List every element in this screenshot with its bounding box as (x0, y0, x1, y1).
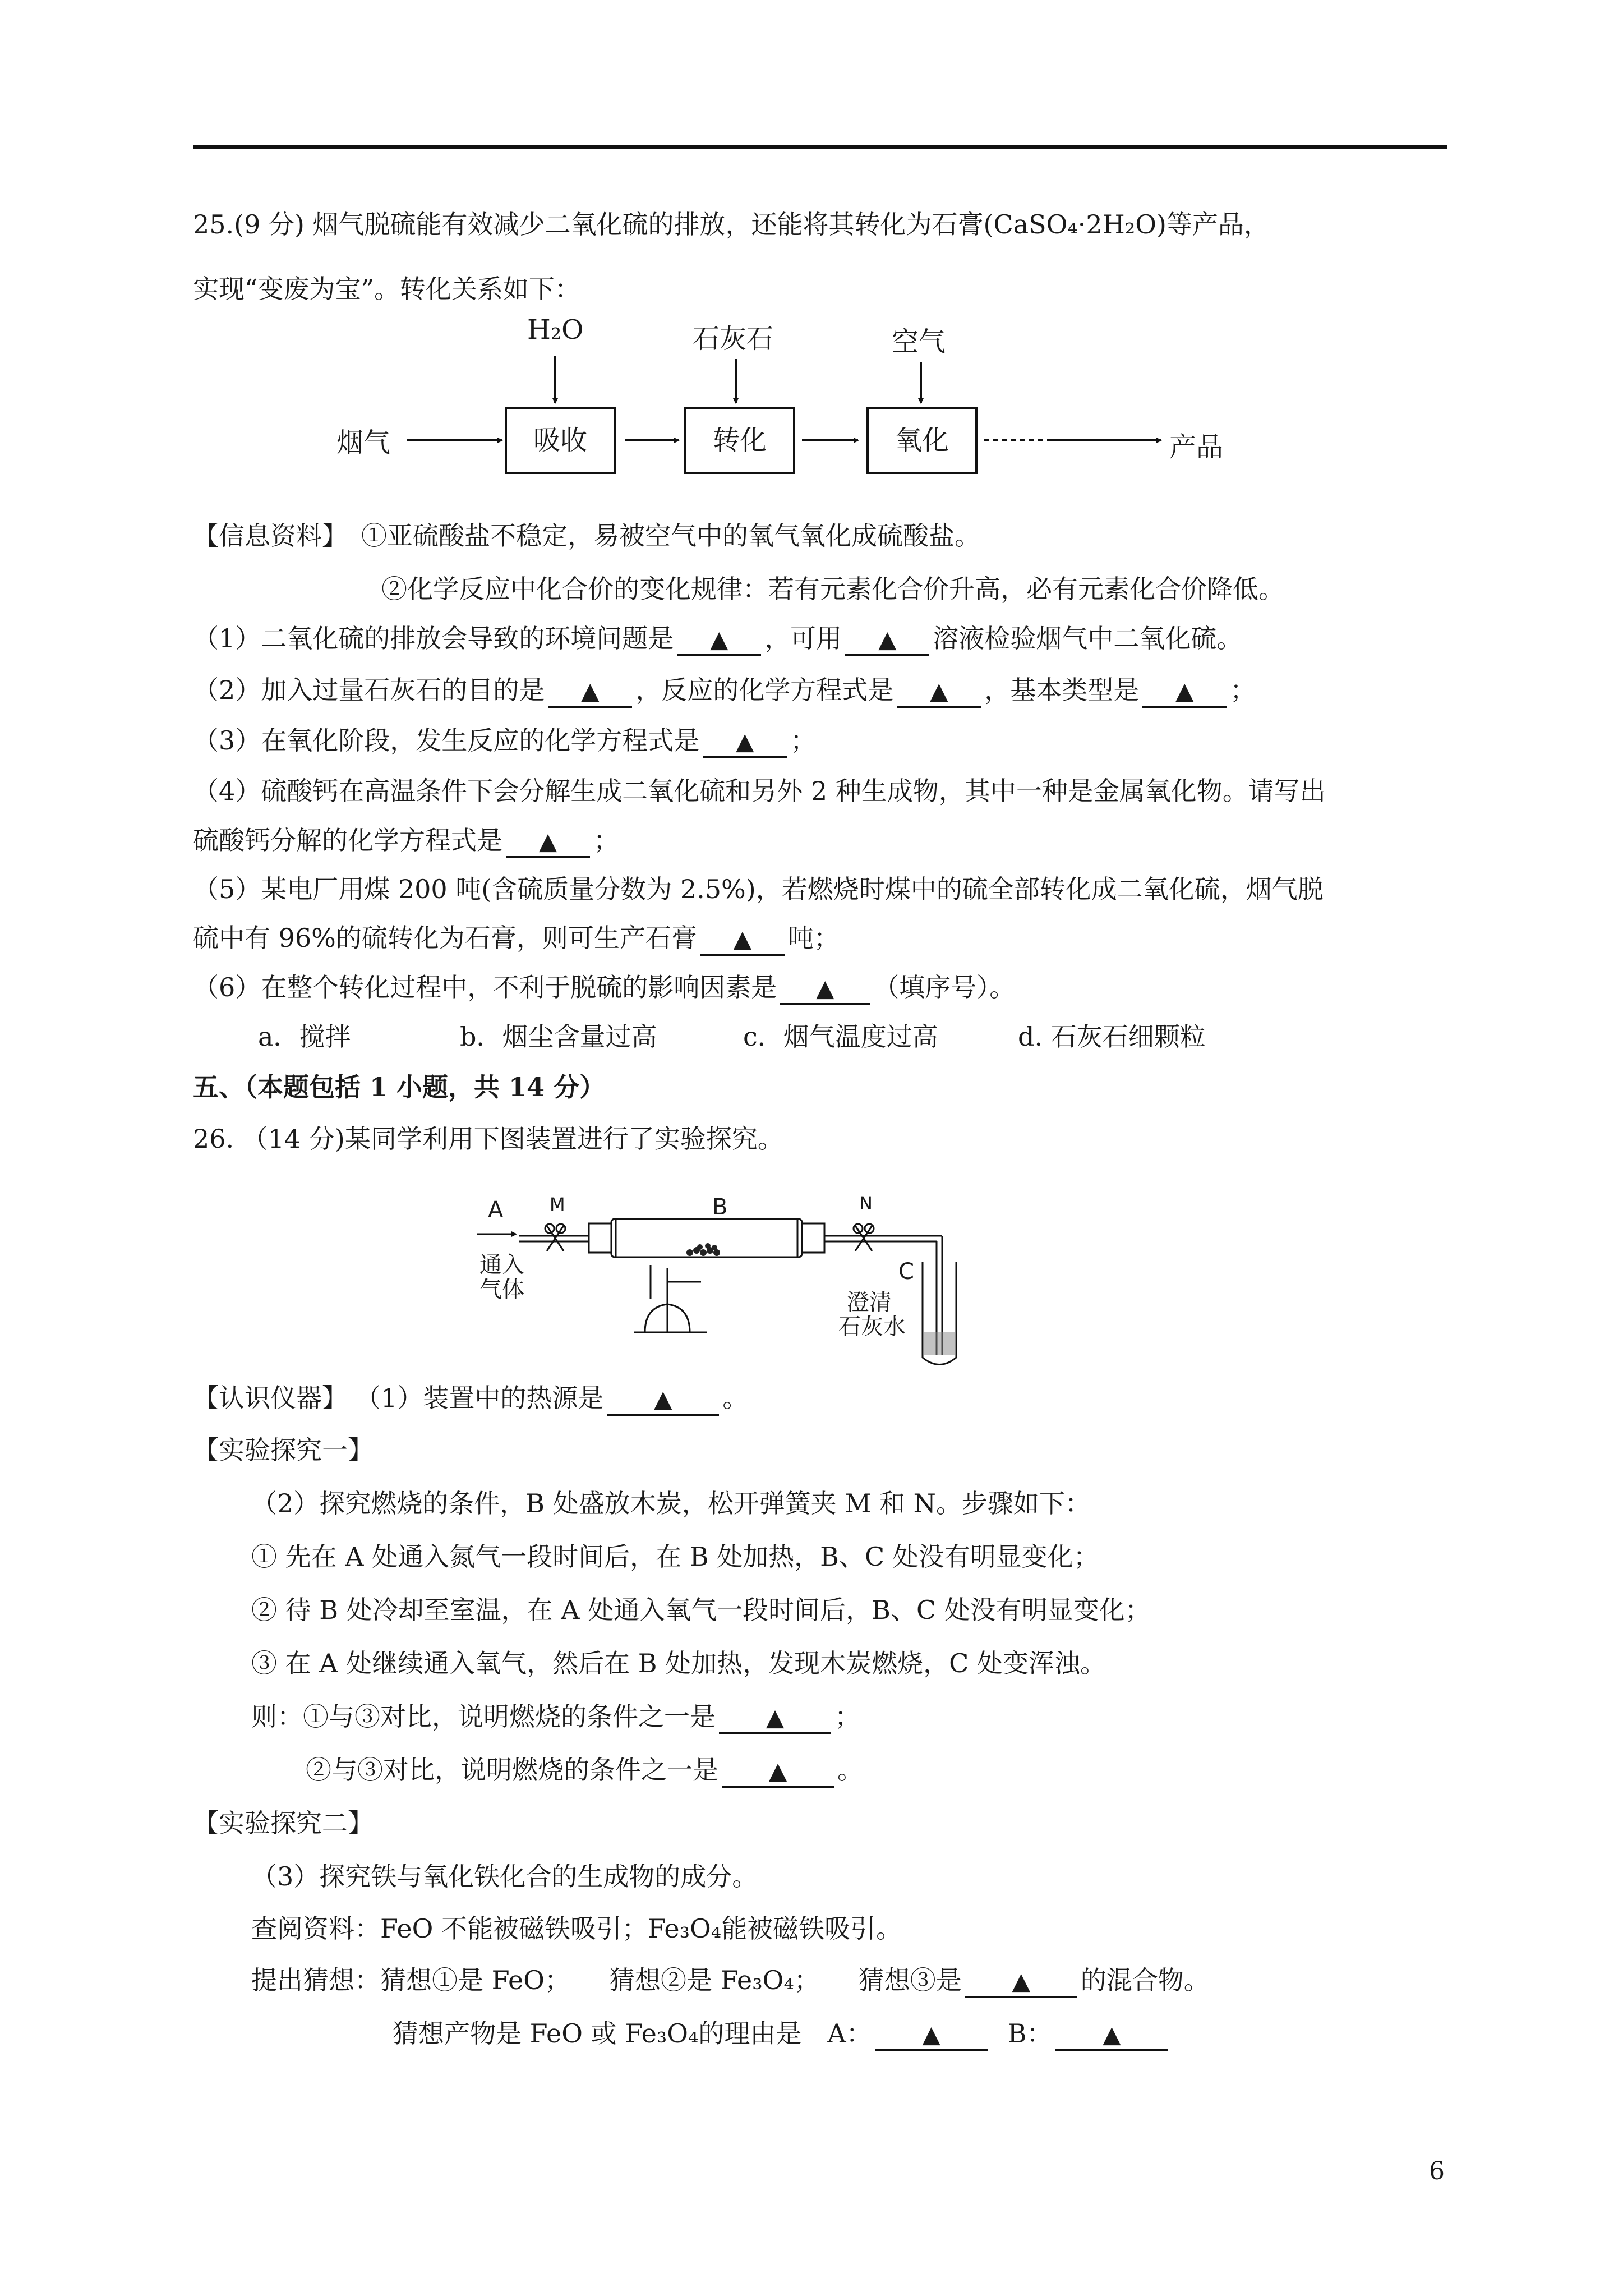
q25-part4-line1: （4）硫酸钙在高温条件下会分解生成二氧化硫和另外 2 种生成物，其中一种是金属氧化物。请写出 (193, 776, 1326, 806)
q25-part4-line2: 硫酸钙分解的化学方程式是 ▲ ； (193, 823, 619, 858)
answer-blank: ▲ (607, 1383, 719, 1416)
flow-arrows (320, 314, 1273, 499)
q26-part1: 【认识仪器】 （1）装置中的热源是 ▲ 。 (193, 1381, 748, 1416)
limewater-label-2: 石灰水 (838, 1314, 906, 1340)
step-1: ① 先在 A 处通入氮气一段时间后，在 B 处加热，B、C 处没有明显变化； (251, 1542, 1099, 1572)
conclusion-1: 则：①与③对比，说明燃烧的条件之一是 ▲ ； (251, 1700, 860, 1734)
q25-line1: 25.(9 分) 烟气脱硫能有效减少二氧化硫的排放，还能将其转化为石膏(CaSO₄·2H₂O)等产品， (193, 209, 1270, 240)
option-b: b．烟尘含量过高 (460, 1022, 657, 1052)
q26-part3: （3）探究铁与氧化铁化合的生成物的成分。 (251, 1861, 758, 1892)
q25-part6: （6）在整个转化过程中，不利于脱硫的影响因素是 ▲ （填序号）。 (193, 970, 1015, 1005)
process-flow-diagram (320, 314, 1273, 499)
q25-part5-line1: （5）某电厂用煤 200 吨(含硫质量分数为 2.5%)，若燃烧时煤中的硫全部转化成二氧化硫，烟气脱 (193, 874, 1324, 904)
answer-blank: ▲ (1142, 675, 1227, 708)
gas-inlet-label-2: 气体 (479, 1277, 524, 1303)
q25-part5-line2: 硫中有 96%的硫转化为石膏，则可生产石膏 ▲ 吨； (193, 921, 840, 956)
hypotheses: 提出猜想：猜想①是 FeO； 猜想②是 Fe₃O₄； 猜想③是 ▲ 的混合物。 (251, 1963, 1210, 1998)
air-label: 空气 (892, 326, 946, 357)
gas-inlet-label-1: 通入 (479, 1252, 524, 1278)
label-B: B (712, 1194, 728, 1220)
answer-blank: ▲ (897, 675, 981, 708)
section-heading: 五、（本题包括 1 小题，共 14 分） (193, 1072, 606, 1102)
answer-blank: ▲ (703, 726, 787, 758)
q25-part2: （2）加入过量石灰石的目的是 ▲ ，反应的化学方程式是 ▲ ，基本类型是 ▲ ； (193, 673, 1256, 708)
absorb-box: 吸收 (505, 407, 616, 474)
header-rule (193, 145, 1447, 149)
answer-blank: ▲ (1055, 2019, 1168, 2051)
label-A: A (488, 1197, 504, 1223)
oxidize-box: 氧化 (866, 407, 978, 474)
answer-blank: ▲ (677, 624, 761, 656)
label-M: M (550, 1194, 565, 1215)
q26-part2: （2）探究燃烧的条件，B 处盛放木炭，松开弹簧夹 M 和 N。步骤如下： (251, 1488, 1091, 1519)
q26-intro: 26. （14 分)某同学利用下图装置进行了实验探究。 (193, 1124, 783, 1154)
step-3: ③ 在 A 处继续通入氧气，然后在 B 处加热，发现木炭燃烧，C 处变浑浊。 (251, 1648, 1106, 1678)
info-line1 (193, 519, 980, 553)
limestone-label: 石灰石 (693, 323, 774, 355)
hypothesis-reason: 猜想产物是 FeO 或 Fe₃O₄的理由是 A： ▲ B： ▲ (393, 2017, 1171, 2051)
conclusion-2: ②与③对比，说明燃烧的条件之一是 ▲ 。 (306, 1753, 863, 1788)
reference-info: 查阅资料：FeO 不能被磁铁吸引；Fe₃O₄能被磁铁吸引。 (251, 1913, 902, 1944)
step-2: ② 待 B 处冷却至室温，在 A 处通入氧气一段时间后，B、C 处没有明显变化； (251, 1595, 1151, 1625)
exp1-label: 【实验探究一】 (193, 1435, 374, 1465)
answer-blank: ▲ (548, 675, 632, 708)
water-label: H₂O (527, 314, 584, 346)
option-c: c．烟气温度过高 (743, 1022, 938, 1052)
info-item2: ②化学反应中化合价的变化规律：若有元素化合价升高，必有元素化合价降低。 (381, 574, 1284, 604)
answer-blank: ▲ (506, 826, 590, 858)
answer-blank: ▲ (700, 923, 785, 956)
limewater-label-1: 澄清 (847, 1290, 892, 1315)
flow-output-label: 产品 (1169, 431, 1224, 463)
apparatus-diagram (465, 1170, 970, 1372)
flow-input-label: 烟气 (336, 427, 391, 458)
q25-line2: 实现“变废为宝”。转化关系如下： (193, 274, 581, 304)
answer-blank: ▲ (722, 1755, 834, 1788)
exp2-label: 【实验探究二】 (193, 1808, 374, 1838)
answer-blank: ▲ (845, 624, 929, 656)
info-item1: ①亚硫酸盐不稳定，易被空气中的氧气氧化成硫酸盐。 (361, 521, 980, 551)
q25-part1: （1）二氧化硫的排放会导致的环境问题是 ▲ ，可用 ▲ 溶液检验烟气中二氧化硫。 (193, 622, 1242, 656)
label-N: N (859, 1193, 873, 1214)
answer-blank: ▲ (780, 973, 870, 1005)
label-C: C (898, 1259, 914, 1285)
q25-part3: （3）在氧化阶段，发生反应的化学方程式是 ▲ ； (193, 724, 816, 758)
page-number: 6 (1429, 2157, 1445, 2185)
convert-box: 转化 (684, 407, 795, 474)
option-d: d. 石灰石细颗粒 (1018, 1022, 1206, 1052)
answer-blank: ▲ (875, 2019, 988, 2051)
info-label: 【信息资料】 (193, 521, 348, 551)
answer-blank: ▲ (719, 1702, 831, 1734)
answer-blank: ▲ (965, 1966, 1077, 1998)
option-a: a．搅拌 (258, 1022, 351, 1052)
